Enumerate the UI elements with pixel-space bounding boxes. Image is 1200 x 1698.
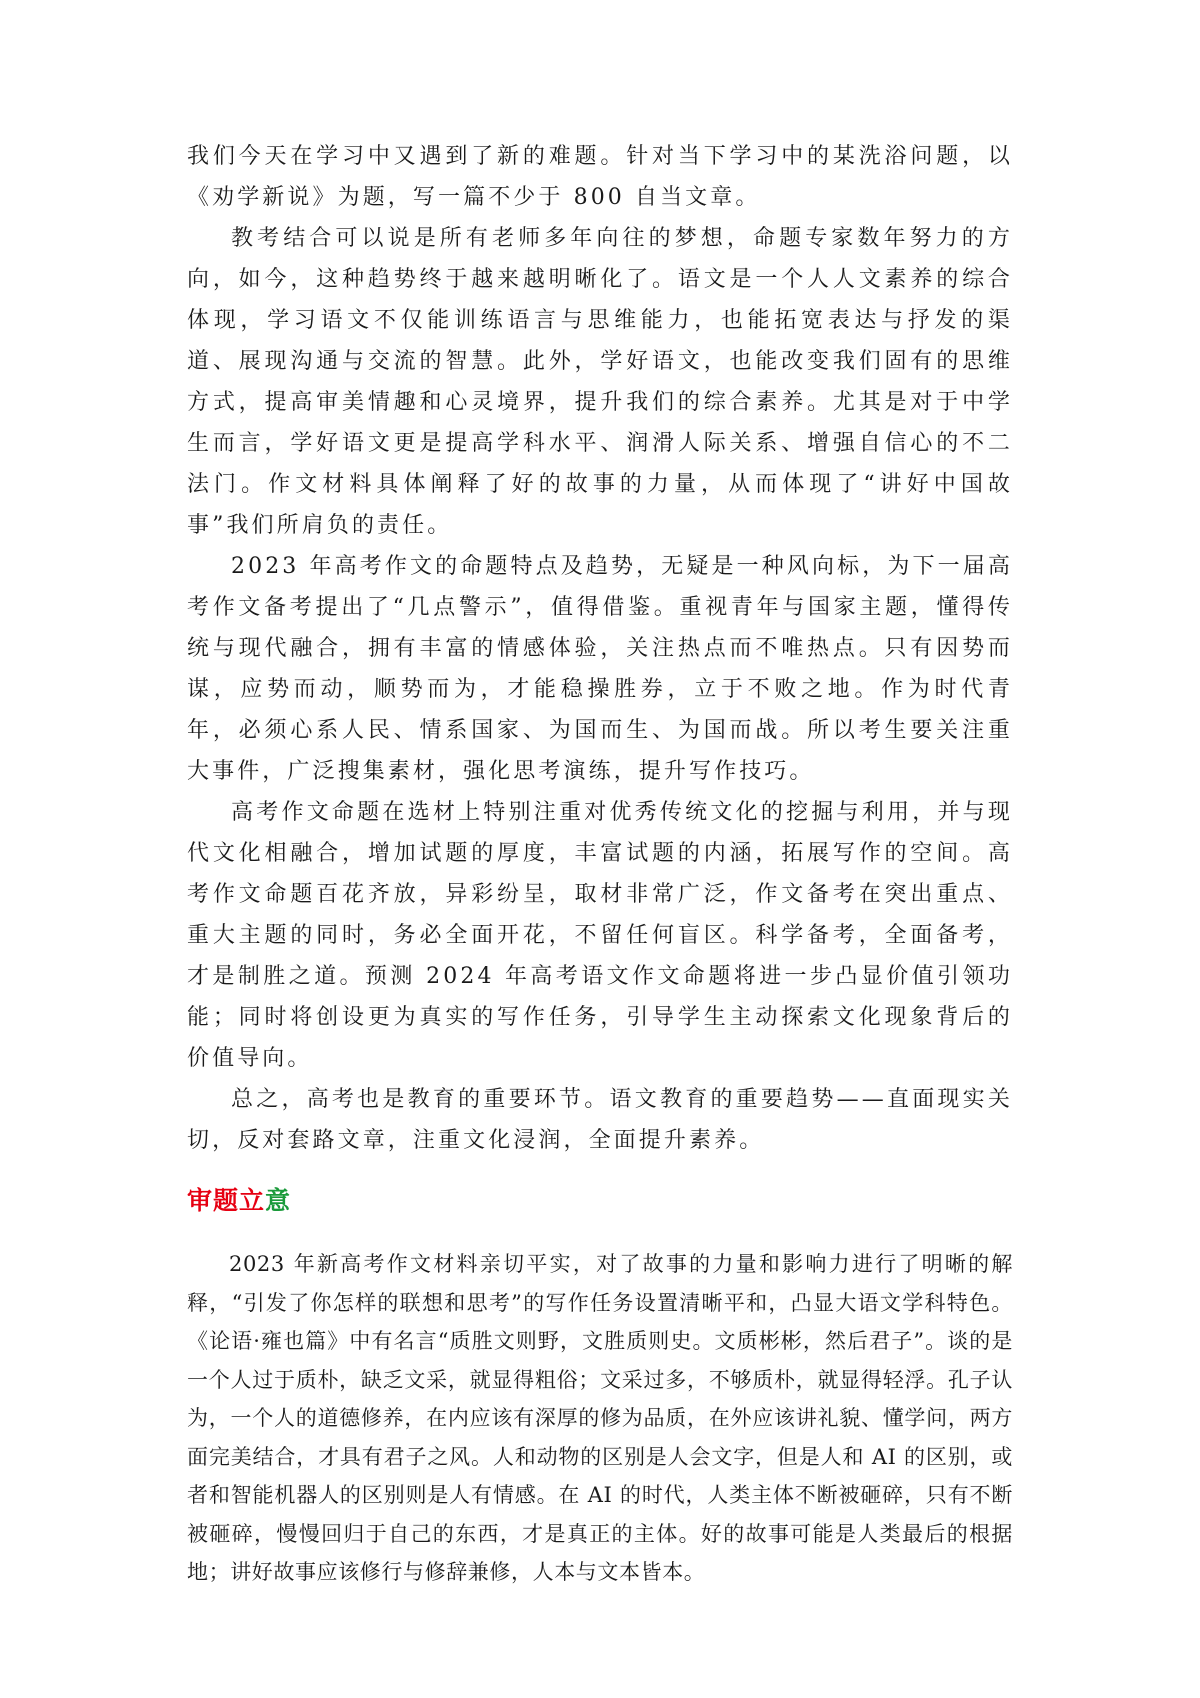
topic-analysis-section: [187, 1245, 1013, 1592]
paragraph-teaching-exam: 教考结合可以说是所有老师多年向往的梦想，命题专家数年努力的方向，如今，这种趋势终于越来越明晰化了。语文是一个人人文素养的综合体现，学习语文不仅能训练语言与思维能力，也能拓宽表达与抒发的渠道、展现沟通与交流的智慧。此外，学好语文，也能改变我们固有的思维方式，提高审美情趣和心灵境界，提升我们的综合素养。尤其是对于中学生而言，学好语文更是提高学科水平、润滑人际关系、增强自信心的不二法门。作文材料具体阐释了好的故事的力量，从而体现了“讲好中国故事”我们所肩负的责任。: [187, 226, 1013, 538]
paragraph-topic-selection: 高考作文命题在选材上特别注重对优秀传统文化的挖掘与利用，并与现代文化相融合，增加试题的厚度，丰富试题的内涵，拓展写作的空间。高考作文命题百花齐放，异彩纷呈，取材非常广泛，作文备考在突出重点、重大主题的同时，务必全面开花，不留任何盲区。科学备考，全面备考，才是制胜之道。预测 2024 年高考语文作文命题将进一步凸显价值引领功能；同时将创设更为真实的写作任务，引导学生主动探索文化现象背后的价值导向。: [187, 800, 1013, 1071]
paragraph-topic-analysis: 2023 年新高考作文材料亲切平实，对了故事的力量和影响力进行了明晰的解释，“引发了你怎样的联想和思考”的写作任务设置清晰平和，凸显大语文学科特色。《论语·雍也篇》中有名言“质胜文则野，文胜质则史。文质彬彬，然后君子”。谈的是一个人过于质朴，缺乏文采，就显得粗俗；文采过多，不够质朴，就显得轻浮。孔子认为，一个人的道德修养，在内应该有深厚的修为品质，在外应该讲礼貌、懂学问，两方面完美结合，才具有君子之风。人和动物的区别是人会文字，但是人和 AI 的区别，或者和智能机器人的区别则是人有情感。在 AI 的时代，人类主体不断被砸碎，只有不断被砸碎，慢慢回归于自己的东西，才是真正的主体。好的故事可能是人类最后的根据地；讲好故事应该修行与修辞兼修，人本与文本皆本。: [187, 1252, 1013, 1584]
paragraph-2023-trends: 2023 年高考作文的命题特点及趋势，无疑是一种风向标，为下一届高考作文备考提出了“几点警示”，值得借鉴。重视青年与国家主题，懂得传统与现代融合，拥有丰富的情感体验，关注热点而不唯热点。只有因势而谋，应势而动，顺势而为，才能稳操胜券，立于不败之地。作为时代青年，必须心系人民、情系国家、为国而生、为国而战。所以考生要关注重大事件，广泛搜集素材，强化思考演练，提升写作技巧。: [187, 554, 1013, 784]
paragraph-conclusion: 总之，高考也是教育的重要环节。语文教育的重要趋势——直面现实关切，反对套路文章，注重文化浸润，全面提升素养。: [187, 1087, 1013, 1153]
paragraph-prompt-continuation: 我们今天在学习中又遇到了新的难题。针对当下学习中的某洗浴问题，以《劝学新说》为题，写一篇不少于 800 自当文章。: [187, 144, 1013, 210]
document-page: [187, 136, 1013, 1592]
heading-red-part: 审题立: [187, 1186, 266, 1215]
essay-discussion-section: [187, 136, 1013, 1161]
heading-green-part: 意: [265, 1186, 292, 1215]
section-heading: [187, 1181, 1013, 1221]
